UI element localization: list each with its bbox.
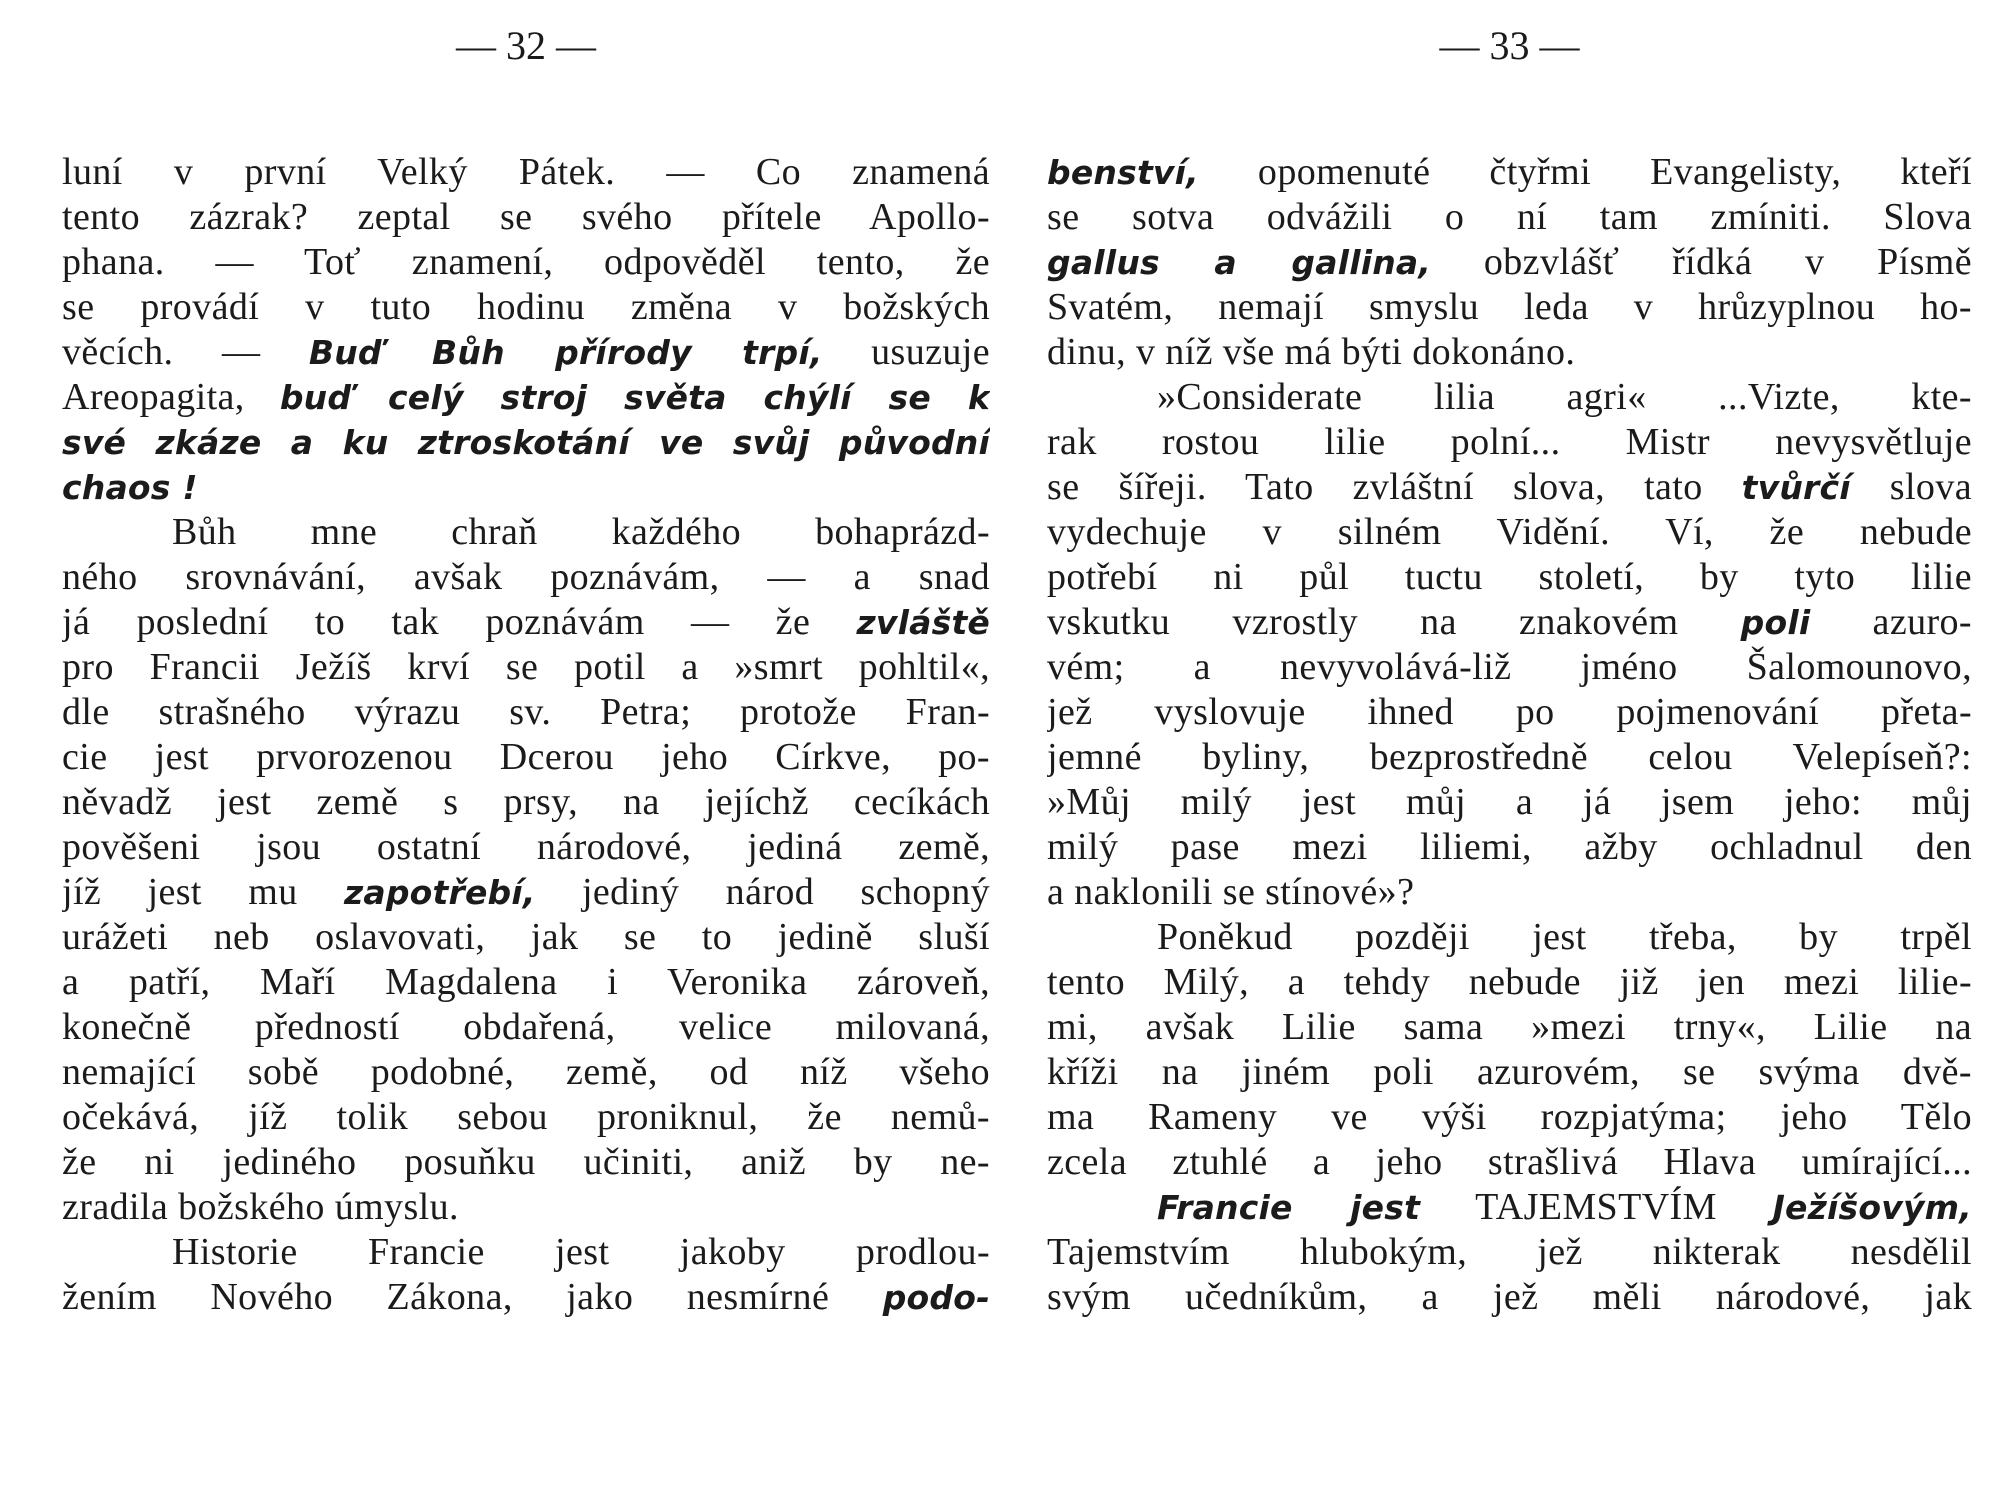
line-text: pověšeni jsou ostatní národové, jediná země, <box>62 826 990 868</box>
right-page <box>1047 0 1972 1500</box>
text-line <box>62 150 990 195</box>
line-text: a patří, Maří Magdalena i Veronika zároveň, <box>62 961 990 1003</box>
text-line <box>1047 1275 1972 1320</box>
line-text: dle strašného výrazu sv. Petra; protože Fran- <box>62 691 990 733</box>
text-line <box>1047 240 1972 285</box>
text-line <box>62 645 990 690</box>
line-text: vém; a nevyvolává-liž jméno Šalomounovo, <box>1047 646 1972 688</box>
text-line <box>62 195 990 240</box>
emphasis-text: podo- <box>882 1278 990 1317</box>
text-line <box>62 960 990 1005</box>
text-line <box>1047 1230 1972 1275</box>
text-line <box>1047 1140 1972 1185</box>
text-line <box>62 1185 990 1230</box>
text-line <box>62 600 990 645</box>
line-text: TAJEMSTVÍM <box>1420 1186 1773 1228</box>
line-text: urážeti neb oslavovati, jak se to jedině sluší <box>62 916 990 958</box>
text-line <box>1047 780 1972 825</box>
line-text: něvadž jest země s prsy, na jejíchž cecíkách <box>62 781 990 823</box>
body-text <box>62 150 990 1320</box>
line-text: že ni jediného posuňku učiniti, aniž by ne- <box>62 1141 990 1183</box>
text-line <box>1047 960 1972 1005</box>
line-text: »Considerate lilia agri« ...Vizte, kte- <box>1157 376 1972 418</box>
line-text: Svatém, nemají smyslu leda v hrůzyplnou ho- <box>1047 286 1972 328</box>
emphasis-text: gallus a gallina, <box>1047 243 1432 282</box>
line-text: očekává, jíž tolik sebou proniknul, že nemů- <box>62 1096 990 1138</box>
line-text: jíž jest mu <box>62 871 344 913</box>
line-text: věcích. — <box>62 331 309 373</box>
text-line <box>1047 375 1972 420</box>
text-line <box>1047 420 1972 465</box>
line-text: se provádí v tuto hodinu změna v božských <box>62 286 990 328</box>
text-line <box>62 465 990 510</box>
emphasis-text: Buď Bůh přírody trpí, <box>308 333 823 372</box>
text-line <box>1047 645 1972 690</box>
text-line <box>1047 600 1972 645</box>
text-line <box>1047 150 1972 195</box>
line-text: vskutku vzrostly na znakovém <box>1047 601 1741 643</box>
line-text: jediný národ schopný <box>535 871 990 913</box>
line-text: rak rostou lilie polní... Mistr nevysvětluje <box>1047 421 1972 463</box>
line-text: svým učedníkům, a jež měli národové, jak <box>1047 1276 1972 1318</box>
text-line <box>1047 1050 1972 1095</box>
line-text: Areopagita, <box>62 376 280 418</box>
text-line <box>1047 330 1972 375</box>
text-line <box>1047 825 1972 870</box>
text-line <box>62 510 990 555</box>
text-line <box>1047 285 1972 330</box>
line-text: tento zázrak? zeptal se svého přítele Apollo- <box>62 196 990 238</box>
line-text: a naklonili se stínové»? <box>1047 871 1415 913</box>
line-text: ného srovnávání, avšak poznávám, — a snad <box>62 556 990 598</box>
line-text: usuzuje <box>822 331 990 373</box>
text-line <box>1047 510 1972 555</box>
text-line <box>62 555 990 600</box>
text-line <box>1047 690 1972 735</box>
emphasis-text: zvláště <box>856 603 990 642</box>
text-line <box>62 780 990 825</box>
text-line <box>62 240 990 285</box>
emphasis-text: chaos ! <box>62 468 198 507</box>
text-line <box>62 1140 990 1185</box>
text-line <box>62 375 990 420</box>
line-text: Bůh mne chraň každého bohaprázd- <box>172 511 990 553</box>
left-page <box>62 0 990 1500</box>
line-text: jež vyslovuje ihned po pojmenování přeta- <box>1047 691 1972 733</box>
line-text: cie jest prvorozenou Dcerou jeho Církve, po- <box>62 736 990 778</box>
page-number: — 32 — <box>456 23 596 68</box>
line-text: vydechuje v silném Vidění. Ví, že nebude <box>1047 511 1972 553</box>
line-text: milý pase mezi liliemi, ažby ochladnul den <box>1047 826 1972 868</box>
line-text: ma Rameny ve výši rozpjatýma; jeho Tělo <box>1047 1096 1972 1138</box>
line-text: konečně předností obdařená, velice milovaná, <box>62 1006 990 1048</box>
emphasis-text: benství, <box>1047 153 1199 192</box>
line-text: se sotva odvážili o ní tam zmíniti. Slova <box>1047 196 1972 238</box>
line-text: »Můj milý jest můj a já jsem jeho: můj <box>1047 781 1972 823</box>
text-line <box>62 1275 990 1320</box>
text-line <box>1047 555 1972 600</box>
text-line <box>62 330 990 375</box>
text-line <box>62 825 990 870</box>
text-line <box>1047 1005 1972 1050</box>
text-line <box>1047 915 1972 960</box>
line-text: slova <box>1850 466 1972 508</box>
text-line <box>62 1050 990 1095</box>
line-text: pro Francii Ježíš krví se potil a »smrt pohltil«, <box>62 646 990 688</box>
text-line <box>62 690 990 735</box>
emphasis-text: zapotřebí, <box>343 873 536 912</box>
emphasis-text: Ježíšovým, <box>1772 1188 1972 1227</box>
line-text: zcela ztuhlé a jeho strašlivá Hlava umírající... <box>1047 1141 1972 1183</box>
text-line <box>62 735 990 780</box>
line-text: kříži na jiném poli azurovém, se svýma dvě- <box>1047 1051 1972 1093</box>
line-text: žením Nového Zákona, jako nesmírné <box>62 1276 883 1318</box>
line-text: se šířeji. Tato zvláštní slova, tato <box>1047 466 1742 508</box>
text-line <box>62 1005 990 1050</box>
line-text: jemné byliny, bezprostředně celou Velepíseň?: <box>1047 736 1972 778</box>
line-text: tento Milý, a tehdy nebude již jen mezi lilie- <box>1047 961 1972 1003</box>
emphasis-text: tvůrčí <box>1741 468 1851 507</box>
emphasis-text: Francie jest <box>1157 1188 1421 1227</box>
line-text: nemající sobě podobné, země, od níž všeho <box>62 1051 990 1093</box>
emphasis-text: poli <box>1740 603 1811 642</box>
body-text <box>1047 150 1972 1320</box>
line-text: azuro- <box>1810 601 1972 643</box>
text-line <box>1047 735 1972 780</box>
text-line <box>62 915 990 960</box>
text-line <box>1047 1185 1972 1230</box>
emphasis-text: buď celý stroj světa chýlí se k <box>279 378 990 417</box>
line-text: phana. — Toť znamení, odpověděl tento, že <box>62 241 990 283</box>
line-text: mi, avšak Lilie sama »mezi trny«, Lilie na <box>1047 1006 1972 1048</box>
text-line <box>1047 1095 1972 1140</box>
line-text: Tajemstvím hlubokým, jež nikterak nesdělil <box>1047 1231 1972 1273</box>
line-text: luní v první Velký Pátek. — Co znamená <box>62 151 990 193</box>
text-line <box>1047 870 1972 915</box>
line-text: opomenuté čtyřmi Evangelisty, kteří <box>1198 151 1972 193</box>
line-text: Historie Francie jest jakoby prodlou- <box>172 1231 990 1273</box>
line-text: já poslední to tak poznávám — že <box>62 601 857 643</box>
line-text: obzvlášť řídká v Písmě <box>1431 241 1972 283</box>
text-line <box>1047 195 1972 240</box>
text-line <box>62 1095 990 1140</box>
line-text: zradila božského úmyslu. <box>62 1186 459 1228</box>
line-text: dinu, v níž vše má býti dokonáno. <box>1047 331 1576 373</box>
text-line <box>62 420 990 465</box>
page-number: — 33 — <box>1439 23 1580 68</box>
text-line <box>62 1230 990 1275</box>
text-line <box>1047 465 1972 510</box>
text-line <box>62 285 990 330</box>
text-line <box>62 870 990 915</box>
emphasis-text: své zkáze a ku ztroskotání ve svůj původní <box>62 423 990 462</box>
line-text: Poněkud později jest třeba, by trpěl <box>1157 916 1972 958</box>
line-text: potřebí ni půl tuctu století, by tyto lilie <box>1047 556 1972 598</box>
